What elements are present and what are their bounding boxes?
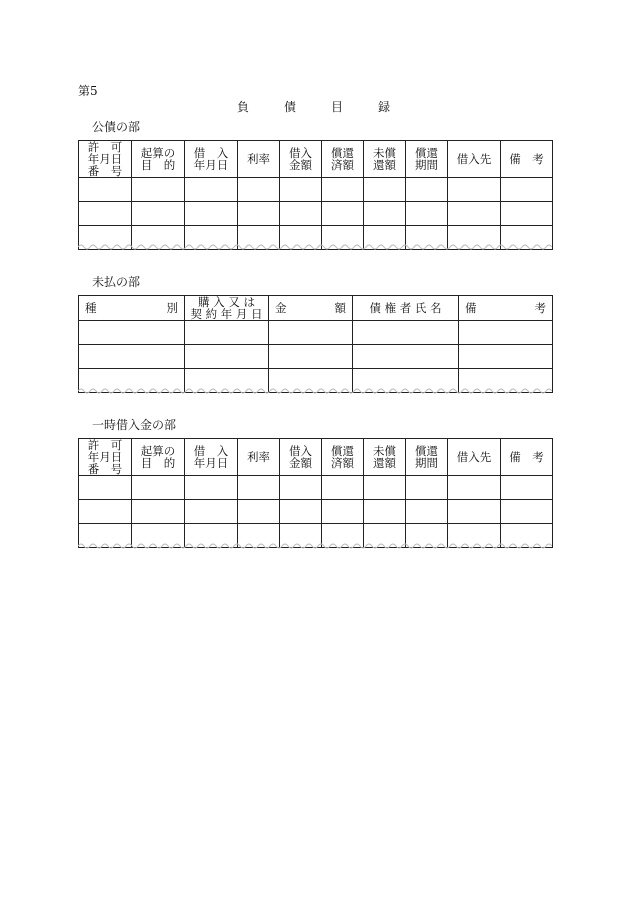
table-cell[interactable] <box>79 178 132 202</box>
header-remarks: 備 考 <box>501 141 553 178</box>
unpaid-header-row <box>79 296 553 321</box>
table-cell[interactable] <box>322 500 364 524</box>
table-cell[interactable] <box>406 178 448 202</box>
table-cell[interactable] <box>79 476 132 500</box>
header-rate: 利率 <box>238 141 280 178</box>
header-period: 償還 期間 <box>406 141 448 178</box>
table-cell[interactable] <box>501 202 553 226</box>
table-cell[interactable] <box>501 500 553 524</box>
title-char-1: 負 <box>237 100 250 114</box>
table-cell[interactable] <box>501 178 553 202</box>
table-cell[interactable] <box>185 321 269 345</box>
header-borrow-date: 借 入 年月日 <box>185 141 238 178</box>
header-remarks: 備 考 <box>459 296 553 321</box>
header-borrow-date: 借 入 年月日 <box>185 439 238 476</box>
table-cell[interactable] <box>79 345 185 369</box>
table-cell[interactable] <box>406 500 448 524</box>
header-borrow-amount: 借入 金額 <box>280 141 322 178</box>
table-cell[interactable] <box>238 476 280 500</box>
header-lender: 借入先 <box>448 439 501 476</box>
title-char-4: 録 <box>378 100 391 114</box>
table-cell[interactable] <box>353 345 459 369</box>
table-cell[interactable] <box>501 476 553 500</box>
table-cell[interactable] <box>353 321 459 345</box>
header-purpose: 起算の 目 的 <box>132 141 185 178</box>
header-purpose: 起算の 目 的 <box>132 439 185 476</box>
table-cell[interactable] <box>322 202 364 226</box>
header-permit: 許 可 年月日 番 号 <box>79 439 132 476</box>
torn-edge-wave <box>78 542 552 550</box>
title-char-3: 目 <box>331 100 344 114</box>
table-row <box>79 178 553 202</box>
header-lender: 借入先 <box>448 141 501 178</box>
table-cell[interactable] <box>185 345 269 369</box>
table-cell[interactable] <box>79 321 185 345</box>
table-cell[interactable] <box>406 476 448 500</box>
header-remarks: 備 考 <box>501 439 553 476</box>
table-cell[interactable] <box>269 345 353 369</box>
table-cell[interactable] <box>185 178 238 202</box>
table-cell[interactable] <box>364 178 406 202</box>
table-cell[interactable] <box>185 476 238 500</box>
table-cell[interactable] <box>280 476 322 500</box>
table-cell[interactable] <box>322 476 364 500</box>
table-row <box>79 500 553 524</box>
table-cell[interactable] <box>459 321 553 345</box>
table-cell[interactable] <box>364 500 406 524</box>
form-number: 第5 <box>78 84 98 98</box>
table-cell[interactable] <box>269 321 353 345</box>
header-type: 種 別 <box>79 296 185 321</box>
temporary-loan-header-row <box>79 439 553 476</box>
header-repaid: 償還 済額 <box>322 439 364 476</box>
header-borrow-amount: 借入 金額 <box>280 439 322 476</box>
section-title-public-debt: 公債の部 <box>92 120 141 134</box>
table-cell[interactable] <box>132 500 185 524</box>
header-repaid: 償還 済額 <box>322 141 364 178</box>
section-title-temporary-loan: 一時借入金の部 <box>92 418 177 432</box>
title-char-2: 債 <box>284 100 297 114</box>
table-cell[interactable] <box>185 202 238 226</box>
public-debt-header-row <box>79 141 553 178</box>
table-row <box>79 202 553 226</box>
table-cell[interactable] <box>185 500 238 524</box>
torn-edge-wave <box>78 387 552 395</box>
header-rate: 利率 <box>238 439 280 476</box>
table-cell[interactable] <box>448 178 501 202</box>
table-cell[interactable] <box>79 202 132 226</box>
header-purchase-date: 購 入 又 は 契 約 年 月 日 <box>185 296 269 321</box>
table-row <box>79 476 553 500</box>
table-cell[interactable] <box>280 500 322 524</box>
table-row <box>79 321 553 345</box>
table-cell[interactable] <box>280 178 322 202</box>
table-cell[interactable] <box>132 202 185 226</box>
header-amount: 金 額 <box>269 296 353 321</box>
header-permit: 許 可 年月日 番 号 <box>79 141 132 178</box>
table-cell[interactable] <box>132 476 185 500</box>
table-cell[interactable] <box>406 202 448 226</box>
table-cell[interactable] <box>238 202 280 226</box>
table-cell[interactable] <box>132 178 185 202</box>
table-cell[interactable] <box>459 345 553 369</box>
header-unrepaid: 未償 還額 <box>364 439 406 476</box>
section-title-unpaid: 未払の部 <box>92 275 141 289</box>
table-cell[interactable] <box>280 202 322 226</box>
table-cell[interactable] <box>238 500 280 524</box>
table-cell[interactable] <box>322 178 364 202</box>
table-cell[interactable] <box>364 476 406 500</box>
unpaid-table <box>78 295 553 393</box>
header-period: 償還 期間 <box>406 439 448 476</box>
table-cell[interactable] <box>364 202 406 226</box>
table-cell[interactable] <box>448 476 501 500</box>
table-cell[interactable] <box>238 178 280 202</box>
table-cell[interactable] <box>448 202 501 226</box>
table-cell[interactable] <box>79 500 132 524</box>
header-unrepaid: 未償 還額 <box>364 141 406 178</box>
public-debt-table <box>78 140 553 250</box>
table-cell[interactable] <box>448 500 501 524</box>
torn-edge-wave <box>78 243 552 251</box>
temporary-loan-table <box>78 438 553 548</box>
header-creditor: 債 権 者 氏 名 <box>353 296 459 321</box>
table-row <box>79 345 553 369</box>
